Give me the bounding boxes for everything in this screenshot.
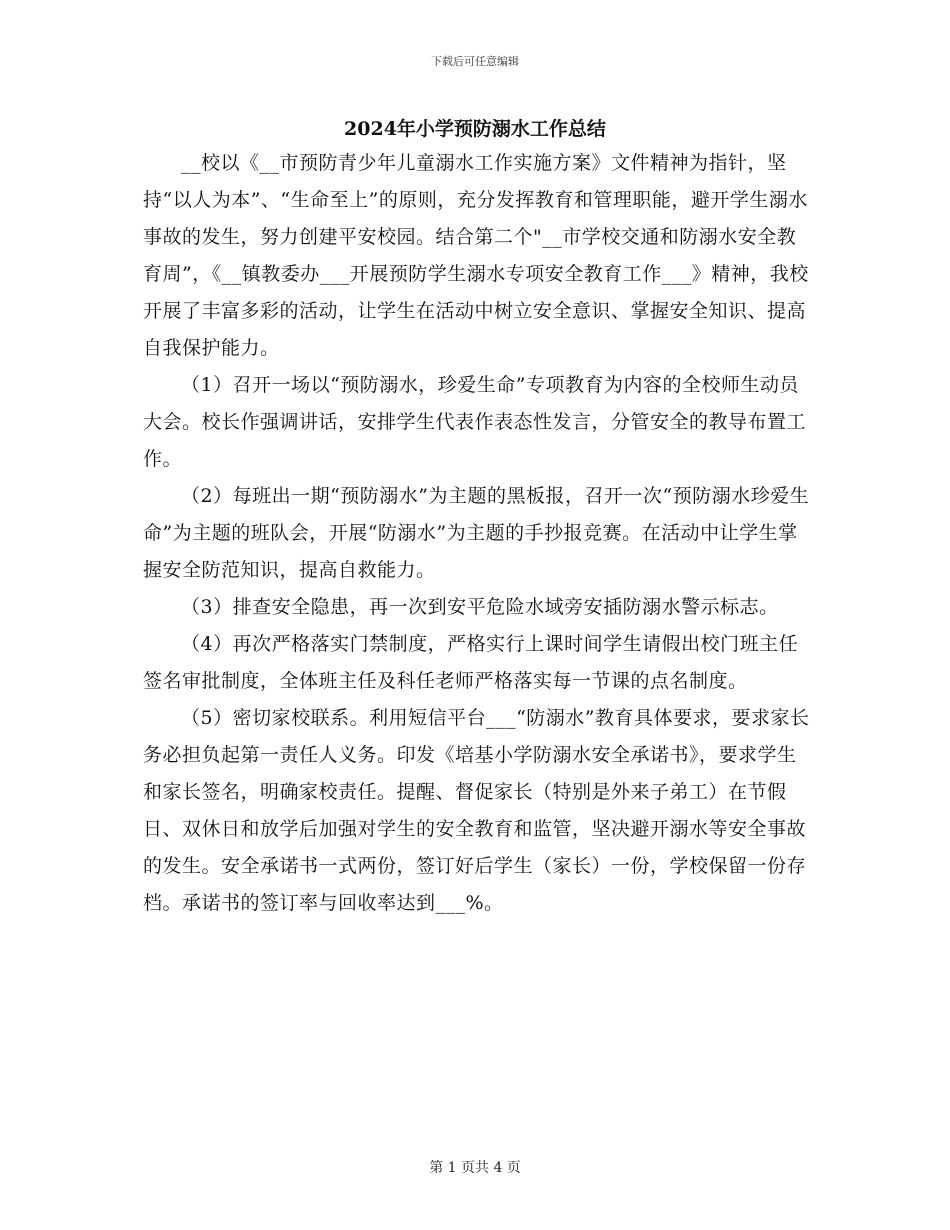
document-title: 2024年小学预防溺水工作总结	[344, 118, 606, 140]
paragraph-item-1: （1）召开一场以“预防溺水，珍爱生命”专项教育为内容的全校师生动员大会。校长作强调讲话，安排学生代表作表态性发言，分管安全的教导布置工作。	[143, 374, 807, 470]
document-body	[143, 145, 813, 922]
paragraph-item-4: （4）再次严格落实门禁制度，严格实行上课时间学生请假出校门班主任签名审批制度，全体班主任及科任老师严格落实每一节课的点名制度。	[143, 633, 799, 692]
page-number: 第 1 页共 4 页	[429, 1160, 521, 1176]
paragraph-item-2: （2）每班出一期“预防溺水”为主题的黑板报，召开一次“预防溺水珍爱生命”为主题的班队会，开展“防溺水”为主题的手抄报竞赛。在活动中让学生掌握安全防范知识，提高自救能力。	[143, 485, 810, 581]
paragraph-item-5: （5）密切家校联系。利用短信平台___“防溺水”教育具体要求，要求家长务必担负起第一责任人义务。印发《培基小学防溺水安全承诺书》，要求学生和家长签名，明确家校责任。提醒、督促家长（特别是外来子弟工）在节假日、双休日和放学后加强对学生的安全教育和监管，坚决避开溺水等安全事故的发生。安全承诺书一式两份，签订好后学生（家长）一份，学校保留一份存档。承诺书的签订率与回收率达到___%。	[143, 707, 810, 914]
paragraph-item-3: （3）排查安全隐患，再一次到安平危险水域旁安插防溺水警示标志。	[181, 596, 779, 618]
page-header-note: 下载后可任意编辑	[431, 55, 519, 68]
paragraph-intro: __校以《__市预防青少年儿童溺水工作实施方案》文件精神为指针，坚持“以人为本”、“生命至上”的原则，充分发挥教育和管理职能，避开学生溺水事故的发生，努力创建平安校园。结合第二个"__市学校交通和防溺水安全教育周”，《__镇教委办___开展预防学生溺水专项安全教育工作___》精神，我校开展了丰富多彩的活动，让学生在活动中树立安全意识、掌握安全知识、提高自我保护能力。	[143, 152, 809, 359]
